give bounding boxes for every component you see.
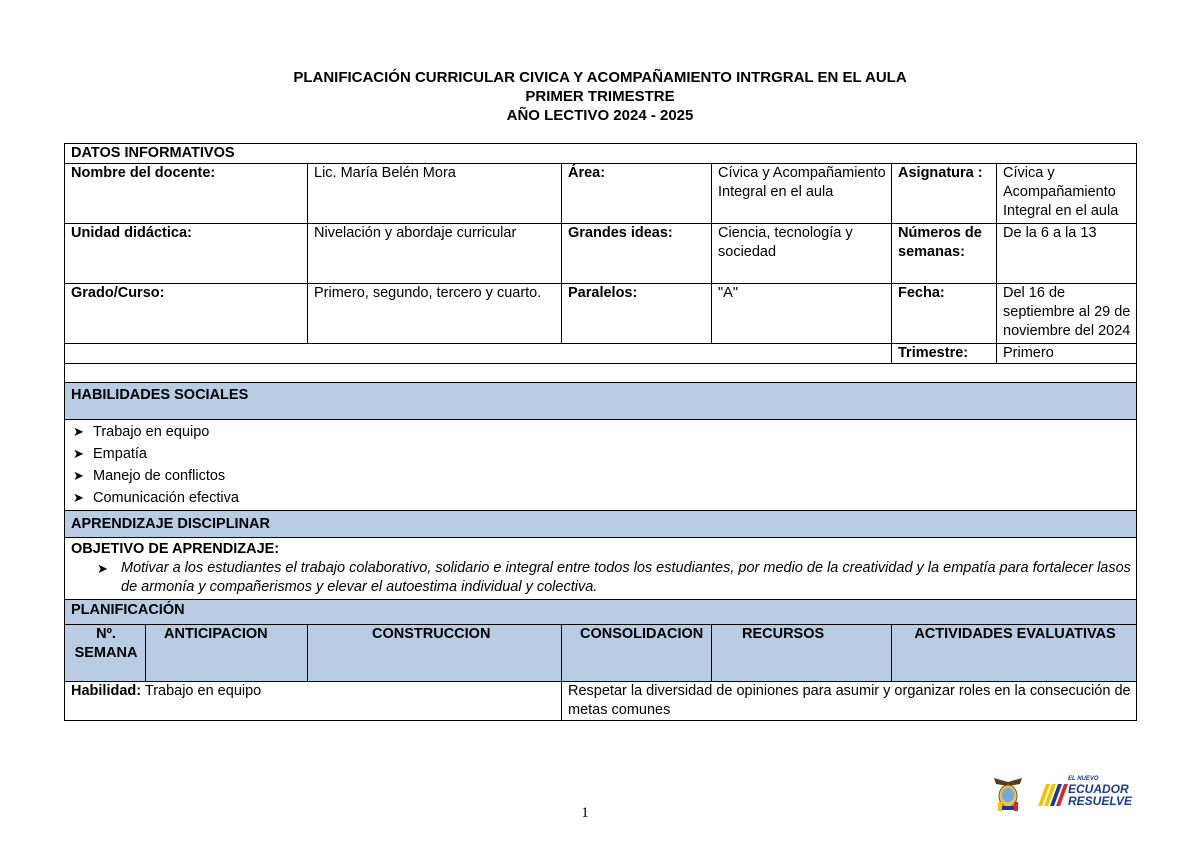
planning-table — [64, 143, 1137, 721]
grandes-ideas-value: Ciencia, tecnología y sociedad — [712, 224, 892, 284]
column-header-construccion: CONSTRUCCION — [308, 625, 562, 682]
grado-row — [65, 284, 1137, 344]
destreza-cell: Respetar la diversidad de opiniones para asumir y organizar roles en la consecución de metas comunes — [562, 682, 1137, 721]
docente-value: Lic. María Belén Mora — [308, 164, 562, 224]
column-header-consolidacion: CONSOLIDACION — [562, 625, 712, 682]
area-value: Cívica y Acompañamiento Integral en el aula — [712, 164, 892, 224]
grandes-ideas-label: Grandes ideas: — [562, 224, 712, 284]
habilidad-item-text: Trabajo en equipo — [93, 424, 210, 440]
docente-label: Nombre del docente: — [65, 164, 308, 224]
arrow-bullet-icon: ➤ — [73, 468, 84, 483]
ecuador-resuelve-logo-text — [1068, 776, 1133, 808]
habilidades-list — [71, 421, 1132, 509]
list-item — [71, 421, 1132, 443]
column-header-semana: Nº. SEMANA — [65, 625, 146, 682]
column-header-actividades: ACTIVIDADES EVALUATIVAS — [892, 625, 1137, 682]
logo-line-2: RESUELVE — [1068, 794, 1133, 808]
asignatura-value: Cívica y Acompañamiento Integral en el aula — [997, 164, 1137, 224]
column-header-recursos: RECURSOS — [712, 625, 892, 682]
title-line-3: AÑO LECTIVO 2024 - 2025 — [506, 107, 694, 124]
trimestre-label: Trimestre: — [892, 344, 997, 364]
semanas-value: De la 6 a la 13 — [997, 224, 1137, 284]
asignatura-label: Asignatura : — [892, 164, 997, 224]
spacer-cell — [65, 364, 1137, 383]
spacer-row — [65, 364, 1137, 383]
habilidades-heading: HABILIDADES SOCIALES — [65, 383, 1137, 420]
arrow-bullet-icon: ➤ — [73, 490, 84, 505]
list-item — [71, 465, 1132, 487]
grado-label: Grado/Curso: — [65, 284, 308, 344]
page-number: 1 — [581, 805, 589, 821]
logo-small-text: EL NUEVO — [1068, 776, 1099, 782]
unidad-value: Nivelación y abordaje curricular — [308, 224, 562, 284]
trimestre-row — [65, 344, 1137, 364]
planificacion-header-row — [65, 600, 1137, 625]
area-label: Área: — [562, 164, 712, 224]
planificacion-columns-row — [65, 625, 1137, 682]
column-header-anticipacion: ANTICIPACION — [146, 625, 308, 682]
unidad-row — [65, 224, 1137, 284]
fecha-label: Fecha: — [892, 284, 997, 344]
unidad-label: Unidad didáctica: — [65, 224, 308, 284]
habilidad-value: Trabajo en equipo — [144, 683, 262, 699]
arrow-bullet-icon: ➤ — [97, 561, 108, 576]
habilidad-item-text: Manejo de conflictos — [93, 468, 226, 484]
title-line-1: PLANIFICACIÓN CURRICULAR CIVICA Y ACOMPAÑAMIENTO INTRGRAL EN EL AULA — [293, 69, 907, 86]
habilidades-header-row — [65, 383, 1137, 420]
aprendizaje-heading: APRENDIZAJE DISCIPLINAR — [65, 511, 1137, 538]
habilidad-row — [65, 682, 1137, 721]
docente-row — [65, 164, 1137, 224]
list-item — [71, 487, 1132, 509]
coat-of-arms-icon — [994, 778, 1022, 811]
paralelos-value: "A" — [712, 284, 892, 344]
habilidades-list-cell — [65, 420, 1137, 511]
semanas-label: Números de semanas: — [892, 224, 997, 284]
arrow-bullet-icon: ➤ — [73, 446, 84, 461]
fecha-value: Del 16 de septiembre al 29 de noviembre del 2024 — [997, 284, 1137, 344]
habilidad-item-text: Comunicación efectiva — [93, 490, 239, 506]
flag-stripes-icon — [1038, 784, 1068, 806]
grado-value: Primero, segundo, tercero y cuarto. — [308, 284, 562, 344]
trimestre-blank — [65, 344, 892, 364]
habilidad-label: Habilidad: — [71, 683, 142, 699]
paralelos-label: Paralelos: — [562, 284, 712, 344]
objetivo-item — [71, 559, 1132, 597]
arrow-bullet-icon: ➤ — [73, 424, 84, 439]
datos-informativos-heading: DATOS INFORMATIVOS — [65, 144, 1137, 164]
objetivo-cell — [65, 538, 1137, 600]
logo-line-1: ECUADOR — [1068, 782, 1129, 796]
list-item — [71, 443, 1132, 465]
document-title — [0, 68, 1200, 125]
habilidades-list-row — [65, 420, 1137, 511]
trimestre-value: Primero — [997, 344, 1137, 364]
title-line-2: PRIMER TRIMESTRE — [525, 88, 675, 105]
objetivo-label: OBJETIVO DE APRENDIZAJE: — [71, 541, 280, 557]
aprendizaje-header-row — [65, 511, 1137, 538]
habilidad-cell — [65, 682, 562, 721]
objetivo-text: Motivar a los estudiantes el trabajo colaborativo, solidario e integral entre todos los estudiantes, por medio de la creatividad y la empatía para fortalecer lasos de armonía y compañerismos y elevar el autoestima individual y colectiva. — [121, 560, 1131, 595]
habilidad-item-text: Empatía — [93, 446, 147, 462]
objetivo-row — [65, 538, 1137, 600]
planificacion-heading: PLANIFICACIÓN — [65, 600, 1137, 625]
datos-informativos-row — [65, 144, 1137, 164]
